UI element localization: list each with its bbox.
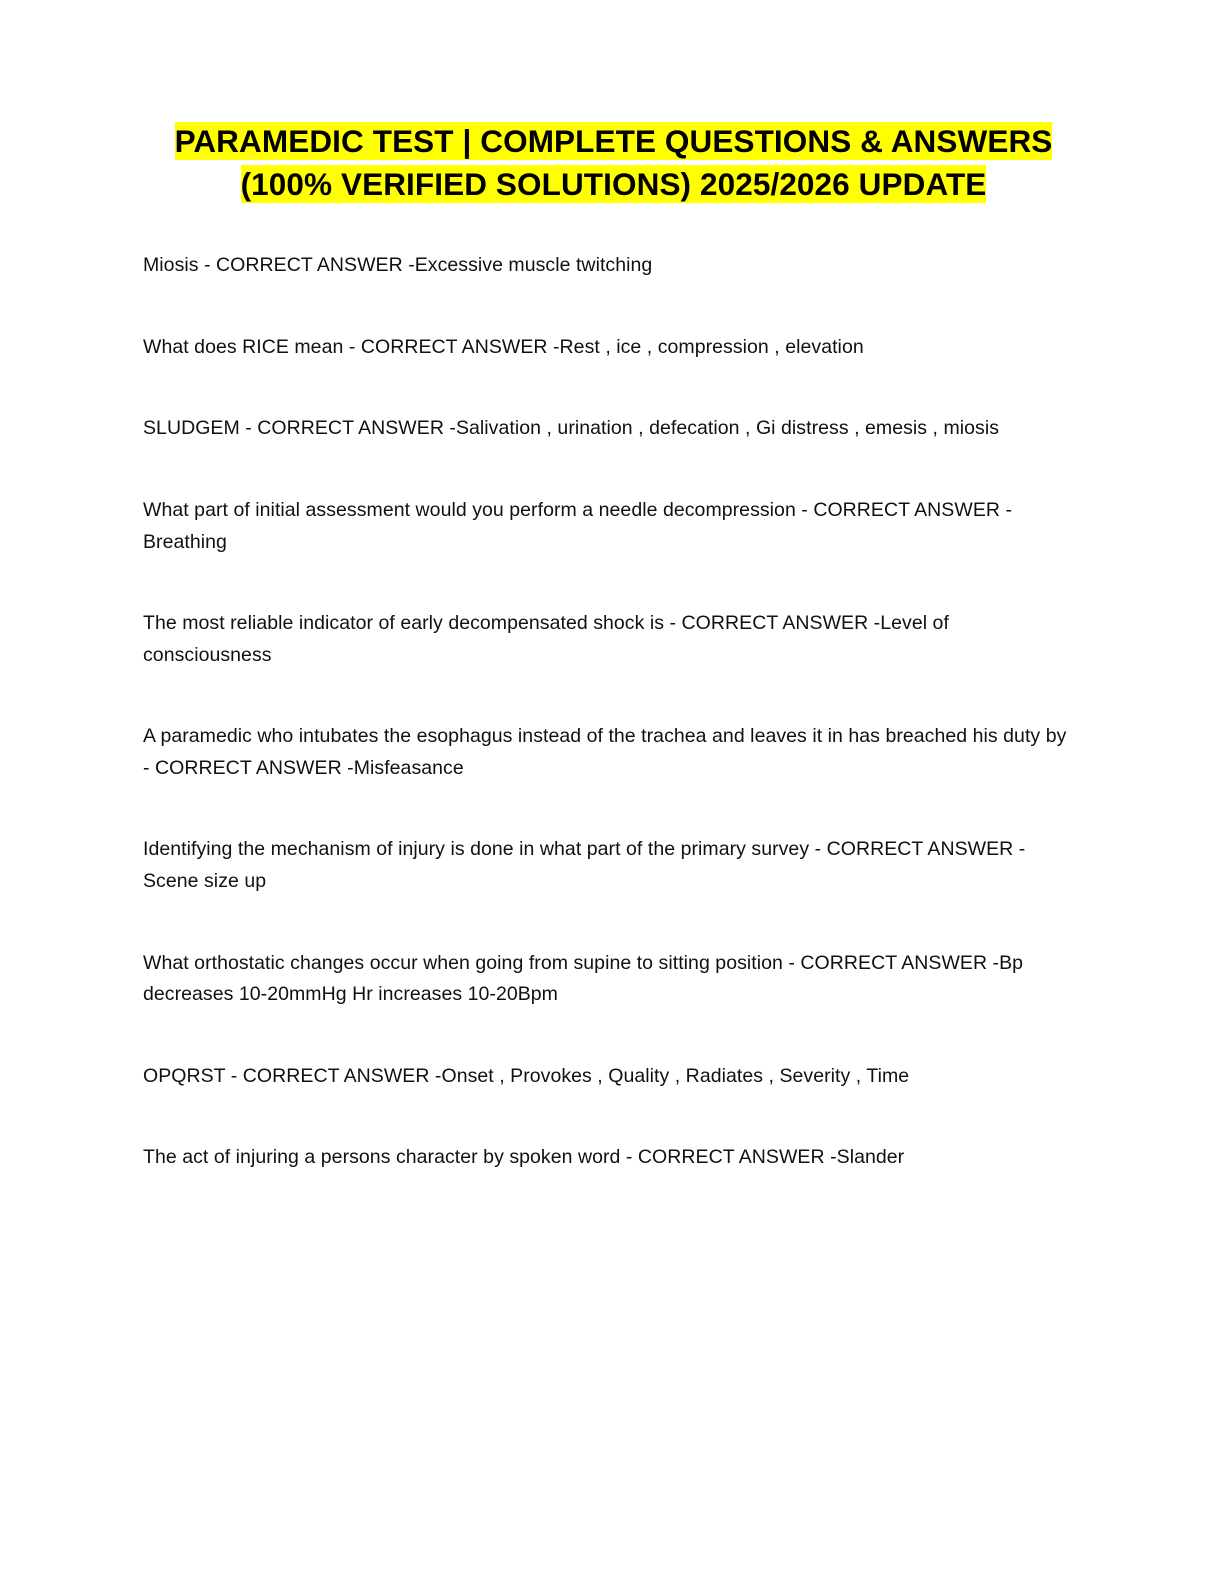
qa-item: Miosis - CORRECT ANSWER -Excessive muscle twitching [143, 254, 653, 277]
qa-item: SLUDGEM - CORRECT ANSWER -Salivation , urination , defecation , Gi distress , emesis , miosis [143, 417, 1000, 440]
qa-list [143, 250, 1084, 1174]
page-title [143, 120, 1084, 206]
qa-item: What does RICE mean - CORRECT ANSWER -Rest , ice , compression , elevation [143, 335, 864, 358]
qa-item: The most reliable indicator of early decompensated shock is - CORRECT ANSWER -Level of consciousness [143, 612, 949, 666]
qa-item: The act of injuring a persons character by spoken word - CORRECT ANSWER -Slander [143, 1146, 905, 1169]
qa-item: What orthostatic changes occur when going from supine to sitting position - CORRECT ANSWER -Bp decreases 10-20mmHg Hr increases 10-20Bpm [143, 951, 1024, 1006]
qa-item: Identifying the mechanism of injury is done in what part of the primary survey - CORRECT ANSWER -Scene size up [143, 838, 1026, 893]
page-title-highlight: PARAMEDIC TEST | COMPLETE QUESTIONS & ANSWERS (100% VERIFIED SOLUTIONS) 2025/2026 UPDATE [174, 123, 1053, 203]
qa-item: OPQRST - CORRECT ANSWER -Onset , Provokes , Quality , Radiates , Severity , Time [143, 1064, 910, 1087]
qa-item: What part of initial assessment would you perform a needle decompression - CORRECT ANSWER -Breathing [143, 499, 1013, 553]
qa-item: A paramedic who intubates the esophagus instead of the trachea and leaves it in has breached his duty by - CORRECT ANSWER -Misfeasance [143, 725, 1067, 779]
